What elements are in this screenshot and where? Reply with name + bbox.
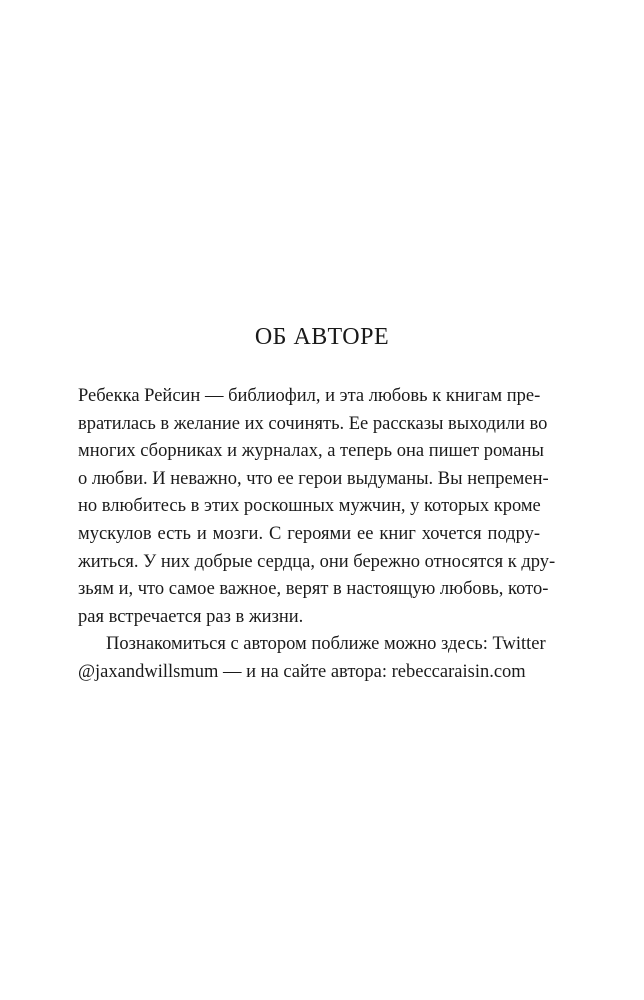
section-heading: ОБ АВТОРЕ: [254, 324, 390, 350]
text-line: Познакомиться с автором поближе можно здесь: Twitter: [106, 634, 546, 655]
bio-paragraph: [78, 383, 556, 631]
text-line: но влюбитесь в этих роскошных мужчин, у которых кроме: [78, 496, 541, 517]
text-line: зьям и, что самое важное, верят в настоящую любовь, кото-: [78, 579, 549, 600]
text-line: мускулов есть и мозги. С героями ее книг хочется подру-: [78, 523, 540, 544]
text-line: @jaxandwillsmum — и на сайте автора: rebeccaraisin.com: [78, 661, 526, 682]
text-line: многих сборниках и журналах, а теперь она пишет романы: [78, 441, 544, 462]
contacts-paragraph: [78, 631, 546, 686]
text-line: вратилась в желание их сочинять. Ее рассказы выходили во: [78, 413, 548, 434]
text-line: Ребекка Рейсин — библиофил, и эта любовь к книгам пре-: [78, 386, 541, 406]
about-author-text: [78, 383, 556, 687]
text-line: о любви. И неважно, что ее герои выдуманы. Вы непремен-: [78, 468, 549, 489]
text-line: житься. У них добрые сердца, они бережно относятся к дру-: [78, 551, 556, 572]
text-line: рая встречается раз в жизни.: [78, 606, 304, 627]
